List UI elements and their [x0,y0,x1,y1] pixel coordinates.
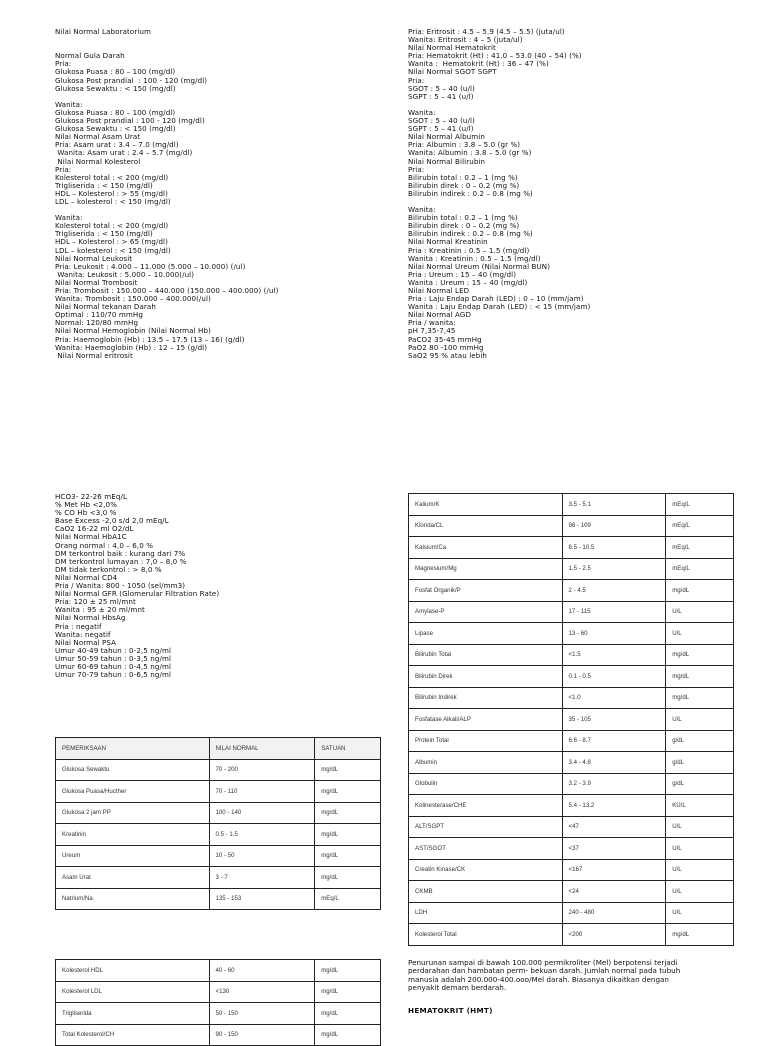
table-row [409,494,734,516]
table-cell: PEMERIKSAAN [56,738,210,760]
table-cell: U/L [666,838,734,860]
table-cell: Natrium/Na [56,888,210,910]
text-line: Wanita : 95 ± 20 ml/mnt [55,605,145,615]
table-row [409,730,734,752]
text-line: PaCO2 35-45 mmHg [408,334,482,344]
table-cell: Glukosa 2 jam PP [56,802,210,824]
table-row [409,816,734,838]
text-line: Base Excess -2,0 s/d 2,0 mEq/L [55,516,169,526]
table-cell: U/L [666,709,734,731]
table-cell: mg/dL [315,1024,381,1046]
text-line: Pria: Haemoglobin (Hb) : 13.5 – 17.5 (13 – 16) (g/dl) [55,334,245,344]
table-row [409,601,734,623]
table-cell: 1.5 - 2.5 [562,558,666,580]
table-cell: g/dL [666,773,734,795]
text-line: Wanita: [408,205,436,215]
text-line: SaO2 95 % atau lebih [408,350,488,360]
table-row [409,644,734,666]
text-line: Nilai Normal PSA [55,637,117,647]
text-line [55,93,279,101]
text-line: CaO2 16-22 ml O2/dL [55,524,134,534]
table-cell: Magnesium/Mg [409,558,563,580]
text-line: Wanita: [408,107,436,117]
table-cell: U/L [666,816,734,838]
table-cell: Bilirubin Total [409,644,563,666]
table-cell: mg/dL [315,824,381,846]
text-line: Glukosa Post prandial : 100 - 120 (mg/dl) [55,116,205,126]
text-line: Nilai Normal tekanan Darah [55,302,156,312]
table-row [409,859,734,881]
table-cell: mg/dL [315,1003,381,1025]
text-line: Pria : Kreatinin : 0.5 – 1.5 (mg/dl) [408,245,530,255]
table-cell: U/L [666,902,734,924]
table-header-row [56,738,381,760]
table-cell: 3 - 7 [209,867,315,889]
left-text-column [55,28,279,360]
text-line: Bilirubin total : 0.2 – 1 (mg %) [408,172,518,182]
text-line: Umur 40-49 tahun : 0-2,5 ng/ml [55,645,172,655]
text-line: Wanita: [55,99,83,109]
text-line: Pria: Asam urat : 3.4 – 7.0 (mg/dl) [55,140,179,150]
text-line: Pria: Albumin : 3.8 – 5.0 (gr %) [408,140,521,150]
table-cell: <47 [562,816,666,838]
text-line: Nilai Normal CD4 [55,572,118,582]
table-cell: mg/dL [315,759,381,781]
table-cell: Glukosa Sewaktu [56,759,210,781]
table-cell: mEq/L [666,515,734,537]
table-cell: 6.6 - 8.7 [562,730,666,752]
table-row [409,537,734,559]
table-cell: Trigliserida [56,1003,210,1025]
table-cell: Protein Total [409,730,563,752]
text-line: Pria: [408,164,425,174]
text-line: Pria / Wanita: 800 - 1050 (sel/mm3) [55,581,186,591]
text-line: Nilai Normal Bilirubin [408,156,486,166]
text-line: SGOT : 5 – 40 (u/l) [408,83,475,93]
table-cell: Lipase [409,623,563,645]
text-line: Nilai Normal eritrosit [55,350,133,360]
text-line: Wanita: Trombosit : 150.000 – 400.000(/ul) [55,294,211,304]
table-row [56,1024,381,1046]
text-line: Trigliserida : < 150 (mg/dl) [55,180,153,190]
table-cell: 90 - 150 [209,1024,315,1046]
text-line: Wanita : Kreatinin : 0.5 – 1.5 (mg/dl) [408,253,541,263]
text-line: Pria : Laju Endap Darah (LED) : 0 – 10 (mm/jam) [408,294,584,304]
table-cell: mEq/L [315,888,381,910]
table-cell: mEq/L [666,494,734,516]
table-row [409,666,734,688]
lab-table-right [408,493,734,946]
table-row [56,781,381,803]
text-line: Wanita : Hematokrit (Ht) : 36 – 47 (%) [408,59,549,69]
table-row [56,960,381,982]
table-cell: 3.5 - 5.1 [562,494,666,516]
text-line: Pria: Hematokrit (Ht) : 41.0 – 53.0 (40 – 54) (%) [408,51,582,61]
table-cell: Glukosa Puasa/Hucther [56,781,210,803]
text-line: HCO3- 22-26 mEq/L [55,492,128,501]
text-line: Optimal : 110/70 mmHg [55,310,143,320]
table-cell: Creatin Kinase/CK [409,859,563,881]
table-cell: 50 - 150 [209,1003,315,1025]
text-line: DM terkontrol lumayan : 7,0 – 8,0 % [55,556,187,566]
table-cell: <167 [562,859,666,881]
table-cell: Ureum [56,845,210,867]
table-cell: U/L [666,881,734,903]
text-line: Nilai Normal SGOT SGPT [408,67,497,77]
table-row [56,981,381,1003]
table-cell: Fosfat Organik/P [409,580,563,602]
table-cell: mg/dL [666,644,734,666]
text-line: Pria: [55,59,72,69]
table-row [409,687,734,709]
table-cell: <24 [562,881,666,903]
table-cell: <1.5 [562,644,666,666]
text-line: Wanita : Ureum : 15 – 40 (mg/dl) [408,277,528,287]
table-cell: KU/L [666,795,734,817]
table-cell: 70 - 200 [209,759,315,781]
table-row [56,845,381,867]
table-row [409,773,734,795]
text-line: DM tidak terkontrol : > 8,0 % [55,564,162,574]
text-line: Kolesterol total : < 200 (mg/dl) [55,172,169,182]
text-line: pH 7,35-7,45 [408,326,456,336]
text-line: Nilai Normal Leukosit [55,253,133,263]
text-line: Pria : negatif [55,621,102,631]
text-line: Nilai Normal Albumin [408,132,485,142]
table-cell: mg/dL [315,981,381,1003]
text-line: Wanita: Haemoglobin (Hb) : 12 – 15 (g/dl) [55,342,208,352]
text-line: LDL – kolesterol : < 150 (mg/dl) [55,196,171,206]
table-cell: Asam Urat [56,867,210,889]
text-line: Pria: 120 ± 25 ml/mnt [55,597,136,607]
table-cell: mEq/L [666,537,734,559]
table-row [409,752,734,774]
table-row [409,902,734,924]
table-cell: mg/dL [315,802,381,824]
text-line: SGPT : 5 – 41 (u/l) [408,91,474,101]
table-cell: mg/dL [315,960,381,982]
table-cell: U/L [666,601,734,623]
text-line: Wanita: Asam urat : 2.4 – 5.7 (mg/dl) [55,148,193,158]
text-line: Glukosa Post prandial : 100 - 120 (mg/dl) [55,75,208,85]
text-line: Nilai Normal Kreatinin [408,237,488,247]
text-line: Wanita: Leukosit : 5.000 – 10.000(/ul) [55,269,195,279]
table-cell: Kolesterol HDL [56,960,210,982]
text-line: Bilirubin indirek : 0.2 – 0.8 (mg %) [408,188,533,198]
table-cell: Bilirubin Direk [409,666,563,688]
text-line: Umur 70-79 tahun : 0-6,5 ng/ml [55,670,172,680]
text-line: Pria / wanita: [408,318,456,328]
text-line: Umur 50-59 tahun : 0-3,5 ng/ml [55,653,172,663]
text-line: HDL – Kolesterol : > 65 (mg/dl) [55,237,168,247]
text-line: Glukosa Sewaktu : < 150 (mg/dl) [55,83,176,93]
text-line: Nilai Normal AGD [408,310,472,320]
text-line: Orang normal : 4,0 – 6,0 % [55,540,154,550]
hematokrit-heading: HEMATOKRIT (HMT) [408,1006,493,1015]
table-cell: 135 - 153 [209,888,315,910]
text-line: Glukosa Puasa : 80 – 100 (mg/dl) [55,67,176,77]
text-line: DM terkontrol baik : kurang dari 7% [55,548,186,558]
text-line: SGPT : 5 – 41 (u/l) [408,124,474,134]
text-line: Bilirubin direk : 0 – 0.2 (mg %) [408,221,520,231]
text-line: Nilai Normal Hematokrit [408,43,496,53]
table-cell: U/L [666,623,734,645]
text-line: Penurunan sampai di bawah 100.000 permikroliter (Mel) berpotensi terjadi [408,958,678,967]
text-line: Nilai Normal LED [408,286,470,295]
text-line [55,36,279,44]
table-cell: <200 [562,924,666,946]
table-cell: NILAI NORMAL [209,738,315,760]
text-line: Wanita : Laju Endap Darah (LED) : < 15 (mm/jam) [408,302,591,312]
text-line: SGOT : 5 – 40 (u/l) [408,116,475,126]
table-cell: 100 - 140 [209,802,315,824]
text-line: Pria: Trombosit : 150.000 – 440.000 (150.000 – 400.000) (/ul) [55,286,279,295]
table-cell: 240 - 480 [562,902,666,924]
table-row [409,881,734,903]
text-line: Nilai Normal GFR (Glomerular Filtration Rate) [55,589,220,599]
table-cell: 0.1 - 0.5 [562,666,666,688]
table-row [409,580,734,602]
table-row [56,759,381,781]
table-cell: Fosfatase Alkali/ALP [409,709,563,731]
table-cell: 13 - 60 [562,623,666,645]
text-line: Pria: [408,75,425,85]
lab-table-bottom-left [55,959,381,1046]
text-line: Pria: [55,164,72,174]
table-cell: 17 - 115 [562,601,666,623]
table-row [409,838,734,860]
table-cell: 70 - 110 [209,781,315,803]
table-cell: 0.5 - 1.5 [209,824,315,846]
text-line: penyakit demam berdarah. [408,982,507,992]
text-line: Nilai Normal Laboratorium [55,27,152,36]
table-cell: Kalium/K [409,494,563,516]
table-cell: 98 - 109 [562,515,666,537]
table-cell: Klorida/CL [409,515,563,537]
table-row [409,795,734,817]
table-cell: 5.4 - 13.2 [562,795,666,817]
text-line: HDL – Kolesterol : > 55 (mg/dl) [55,188,168,198]
table-row [56,867,381,889]
table-cell: Kolesterol LDL [56,981,210,1003]
table-cell: ALT/SGPT [409,816,563,838]
table-cell: g/dL [666,730,734,752]
table-cell: mg/dL [666,924,734,946]
text-line: Pria: Leukosit : 4.000 – 11.000 (5.000 – 10.000) (/ul) [55,261,246,271]
table-cell: Kolinesterase/CHE [409,795,563,817]
table-cell: Kalsium/Ca [409,537,563,559]
table-cell: Kreatinin [56,824,210,846]
text-line: Nilai Normal Ureum (Nilai Normal BUN) [408,261,551,271]
text-line: Nilai Normal Kolesterol [55,156,141,166]
table-cell: Total Kolesterol/CH [56,1024,210,1046]
text-line: Nilai Normal Trombosit [55,277,138,287]
table-cell: mg/dL [315,845,381,867]
table-cell: mg/dL [666,666,734,688]
table-cell: <130 [209,981,315,1003]
table-cell: <37 [562,838,666,860]
text-line: Kolesterol total : < 200 (mg/dl) [55,221,169,231]
table-cell: Amylase-P [409,601,563,623]
text-line: manusia adalah 200.000-400.ooo/Mel darah. Biasanya dikaitkan dengan [408,974,669,984]
table-row [56,1003,381,1025]
text-line: Pria : Ureum : 15 – 40 (mg/dl) [408,269,517,279]
table-cell: mg/dL [315,867,381,889]
text-line: Trigliserida : < 150 (mg/dl) [55,229,153,239]
table-row [409,515,734,537]
table-cell: 8.5 - 10.5 [562,537,666,559]
text-line: Wanita: [55,213,83,223]
table-row [56,888,381,910]
table-row [409,623,734,645]
table-cell: Kolesterol Total [409,924,563,946]
text-line: Normal: 120/80 mmHg [55,318,139,328]
text-line: % Met Hb <2,0% [55,500,117,510]
table-cell: mg/dL [666,580,734,602]
table-cell: 3.2 - 3.9 [562,773,666,795]
table-cell: 2 - 4.5 [562,580,666,602]
table-cell: LDH [409,902,563,924]
table-cell: CKMB [409,881,563,903]
text-line: Bilirubin direk : 0 – 0.2 (mg %) [408,180,520,190]
text-line: Umur 60-69 tahun : 0-4,5 ng/ml [55,661,172,671]
table-row [56,824,381,846]
right-text-column [408,28,590,360]
text-line: % CO Hb <3,0 % [55,508,117,518]
platelet-paragraph [408,959,748,992]
text-line: Wanita: negatif [55,629,111,639]
table-cell: mg/dL [315,781,381,803]
text-line [55,206,279,214]
text-line: Nilai Normal Asam Urat [55,132,141,142]
text-line: Normal Gula Darah [55,51,125,61]
table-row [409,924,734,946]
middle-left-text-column [55,493,219,679]
text-line: Pria: Eritrosit : 4.5 – 5.9 (4.5 – 5.5) (juta/ul) [408,27,565,36]
table-cell: 10 - 50 [209,845,315,867]
text-line: Nilai Normal Hemoglobin (Nilai Normal Hb) [55,326,211,336]
table-cell: g/dL [666,752,734,774]
text-line: Wanita: Albumin : 3.8 – 5.0 (gr %) [408,148,532,158]
table-cell: Globulin [409,773,563,795]
text-line: Glukosa Puasa : 80 – 100 (mg/dl) [55,107,176,117]
table-cell: SATUAN [315,738,381,760]
table-cell: 40 - 60 [209,960,315,982]
table-cell: <1.0 [562,687,666,709]
table-cell: 3.4 - 4.8 [562,752,666,774]
text-line: Glukosa Sewaktu : < 150 (mg/dl) [55,124,176,134]
text-line: Wanita: Eritrosit : 4 – 5 (juta/ul) [408,35,523,45]
table-cell: U/L [666,859,734,881]
text-line: Bilirubin total : 0.2 – 1 (mg %) [408,213,518,223]
table-cell: mg/dL [666,687,734,709]
text-line: perdarahan dan hambatan perm- bekuan darah. Jumlah normal pada tubuh [408,966,681,976]
lab-table-left [55,737,381,910]
text-line: PaO2 80 -100 mmHg [408,342,484,352]
text-line: Bilirubin indirek : 0.2 – 0.8 (mg %) [408,229,533,239]
table-cell: Bilirubin Indirek [409,687,563,709]
table-cell: Albumin [409,752,563,774]
table-row [409,709,734,731]
text-line: Nilai Normal HbsAg [55,613,126,623]
table-cell: 35 - 105 [562,709,666,731]
text-line: Nilai Normal HbA1C [55,532,127,542]
text-line: LDL – kolesterol : < 150 (mg/dl) [55,245,171,255]
table-cell: AST/SGOT [409,838,563,860]
table-cell: mEq/L [666,558,734,580]
table-row [409,558,734,580]
table-row [56,802,381,824]
